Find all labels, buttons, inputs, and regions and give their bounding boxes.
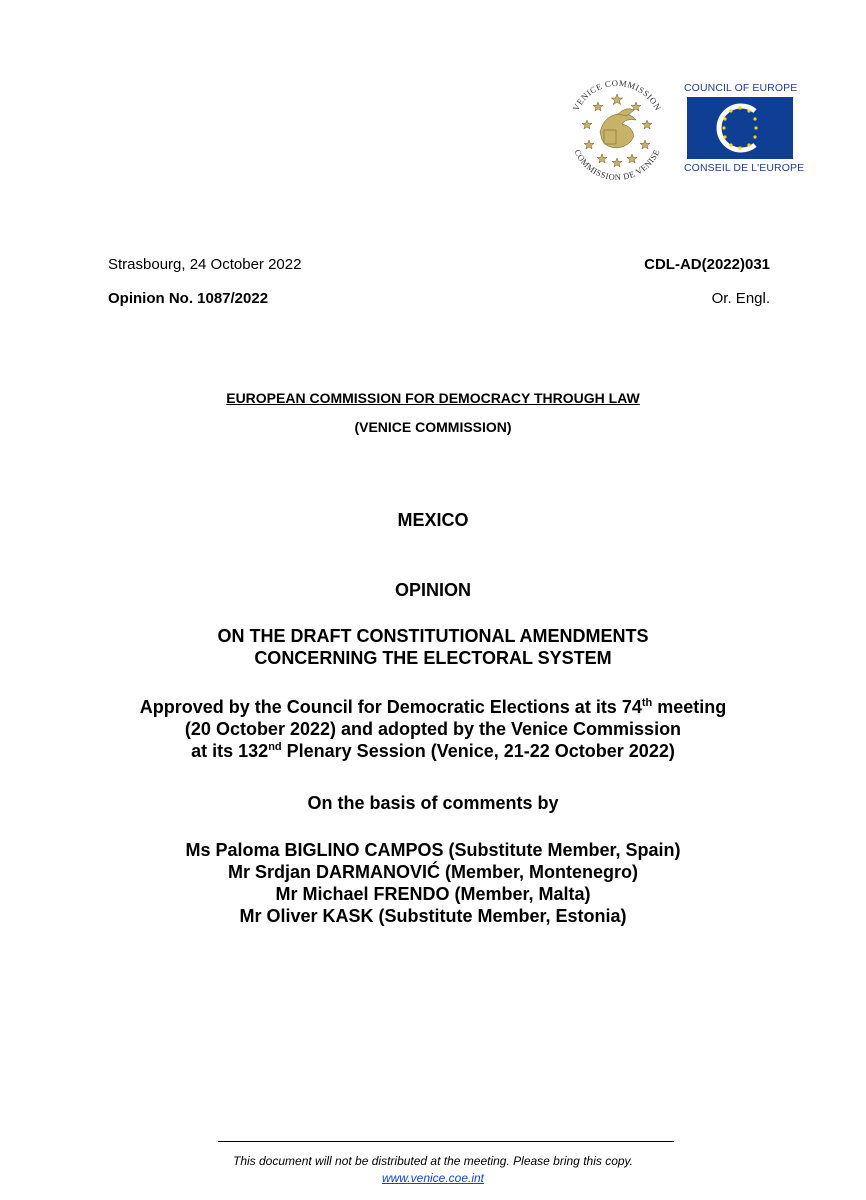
approval-line-3: at its 132nd Plenary Session (Venice, 21-22 October 2022) [191,741,675,761]
rapporteur: Mr Oliver KASK (Substitute Member, Estonia) [239,906,627,926]
approval-line-2: (20 October 2022) and adopted by the Venice Commission [184,719,682,739]
place-date: Strasbourg, 24 October 2022 [108,256,302,273]
organization-short-name: (VENICE COMMISSION) [354,419,512,435]
website-link[interactable]: www.venice.coe.int [381,1171,485,1185]
venice-commission-logo [560,72,674,186]
approval-statement [0,696,866,762]
svg-text:VENICE COMMISSION: VENICE COMMISSION [570,77,664,113]
coe-logo-bottom-text: CONSEIL DE L'EUROPE [684,162,805,174]
original-language: Or. Engl. [711,290,770,307]
footer-divider [218,1141,674,1142]
document-reference: CDL-AD(2022)031 [644,256,770,273]
footer-link-wrapper [0,1169,866,1187]
subject-line-2: CONCERNING THE ELECTORAL SYSTEM [254,648,612,668]
document-type-title: OPINION [394,580,471,600]
council-of-europe-logo [684,82,805,176]
footer-note: This document will not be distributed at the meeting. Please bring this copy. [233,1154,633,1168]
organization-name: EUROPEAN COMMISSION FOR DEMOCRACY THROUGH LAW [226,390,640,406]
country-title: MEXICO [397,510,469,530]
coe-logo-top-text: COUNCIL OF EUROPE [684,82,798,94]
rapporteur: Mr Michael FRENDO (Member, Malta) [275,884,591,904]
subject-title [0,625,866,669]
rapporteurs-list [0,839,866,927]
opinion-number: Opinion No. 1087/2022 [108,290,269,307]
basis-heading: On the basis of comments by [307,793,559,813]
svg-text:COMMISSION DE VENISE: COMMISSION DE VENISE [572,147,662,183]
rapporteur: Mr Srdjan DARMANOVIĆ (Member, Montenegro) [227,862,639,882]
subject-line-1: ON THE DRAFT CONSTITUTIONAL AMENDMENTS [217,626,649,646]
approval-line-1: Approved by the Council for Democratic Elections at its 74th meeting [139,697,727,717]
rapporteur: Ms Paloma BIGLINO CAMPOS (Substitute Member, Spain) [185,840,681,860]
coe-emblem [687,97,793,159]
